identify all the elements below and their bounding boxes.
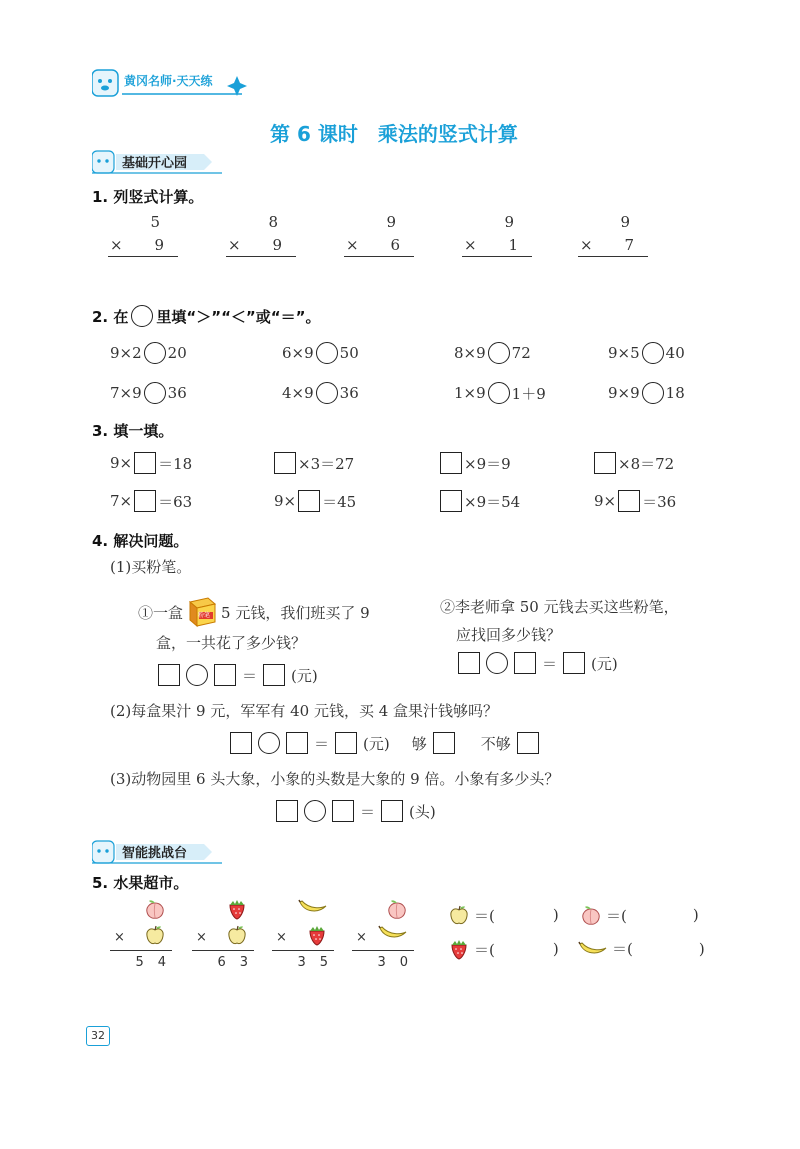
- fruit-calc: [352, 898, 414, 973]
- banana-icon: [578, 940, 608, 958]
- compare-right: 40: [665, 344, 685, 362]
- compare-circle[interactable]: [488, 342, 510, 364]
- q4-p2-answer: [230, 732, 539, 754]
- times-sign: ×: [464, 236, 477, 254]
- unit-label: (元): [363, 734, 390, 753]
- times-sign: ×: [196, 930, 207, 945]
- fill-item: [594, 490, 676, 512]
- fill-suffix: ＝63: [158, 492, 193, 511]
- calc-row: [344, 234, 414, 257]
- equals-sign: ＝: [242, 666, 258, 685]
- fill-suffix: ＝18: [158, 454, 193, 473]
- q5-answer-peach: [580, 904, 699, 926]
- vertical-calc[interactable]: [578, 210, 648, 257]
- vertical-calc[interactable]: [462, 210, 532, 257]
- fill-prefix: 9×: [274, 492, 297, 510]
- compare-item: [454, 382, 546, 404]
- fill-box[interactable]: [274, 452, 296, 474]
- fill-suffix: ×9＝54: [464, 492, 521, 511]
- peach-icon: [144, 898, 166, 924]
- page-number: 32: [86, 1026, 110, 1046]
- q2-label-post: 里填“＞”“＜”或“＝”。: [156, 307, 321, 326]
- compare-left: 1×9: [454, 384, 486, 402]
- answer-box[interactable]: [381, 800, 403, 822]
- section-basic-label: 基础开心园: [122, 156, 188, 171]
- q2-label: [92, 305, 321, 327]
- q4-p3-text: (3)动物园里 6 头大象，小象的头数是大象的 9 倍。小象有多少头？: [110, 770, 560, 788]
- compare-circle[interactable]: [144, 342, 166, 364]
- q4-p1b-answer: [458, 652, 618, 674]
- compare-left: 4×9: [282, 384, 314, 402]
- q4-p1a-answer: [158, 664, 318, 686]
- q4-p1a-post: 5 元钱，我们班买了 9: [221, 603, 370, 622]
- equals-paren: ＝(: [474, 906, 495, 925]
- times-sign: ×: [110, 236, 123, 254]
- q4-label: 4. 解决问题。: [92, 532, 189, 550]
- result-digit: 5: [135, 955, 144, 970]
- q3-label: 3. 填一填。: [92, 422, 174, 440]
- answer-circle[interactable]: [258, 732, 280, 754]
- result-digit: 3: [239, 955, 248, 970]
- apple-icon: [448, 904, 470, 926]
- apple-icon: [226, 924, 248, 950]
- compare-item: [454, 342, 531, 364]
- q4-p1a-line1: [138, 596, 370, 628]
- fill-item: [440, 452, 511, 474]
- answer-box[interactable]: [286, 732, 308, 754]
- strawberry-icon: [226, 898, 248, 924]
- equals-paren: ＝(: [474, 940, 495, 959]
- q2-label-pre: 2. 在: [92, 307, 129, 326]
- fill-item: [110, 452, 192, 474]
- fill-suffix: ＝45: [322, 492, 357, 511]
- fill-suffix: ×3＝27: [298, 454, 355, 473]
- q1-label: 1. 列竖式计算。: [92, 188, 204, 206]
- compare-right: 36: [339, 384, 359, 402]
- times-sign: ×: [228, 236, 241, 254]
- q4-p3-answer: [276, 800, 436, 822]
- q5-answer-banana: [578, 938, 705, 959]
- compare-circle[interactable]: [144, 382, 166, 404]
- times-sign: ×: [356, 930, 367, 945]
- answer-box[interactable]: [214, 664, 236, 686]
- result-digit: 0: [399, 955, 408, 970]
- equals-paren: ＝(: [612, 940, 633, 958]
- close-paren: ): [692, 906, 699, 924]
- fill-suffix: ×9＝9: [464, 454, 511, 473]
- unit-label: (元): [591, 654, 618, 673]
- compare-right: 20: [167, 344, 187, 362]
- calc-top-number: 9: [504, 213, 514, 231]
- fill-item: [274, 490, 356, 512]
- header-brand: 黄冈名师·天天练: [124, 74, 213, 88]
- equals-paren: ＝(: [606, 906, 627, 925]
- peach-icon: [386, 898, 408, 924]
- calc-top-number: 9: [386, 213, 396, 231]
- compare-left: 7×9: [110, 384, 142, 402]
- times-sign: ×: [580, 236, 593, 254]
- calc-row: [226, 234, 296, 257]
- answer-circle[interactable]: [186, 664, 208, 686]
- compare-circle[interactable]: [316, 382, 338, 404]
- result-digit: 6: [217, 955, 226, 970]
- compare-item: [110, 382, 187, 404]
- section-challenge-label: 智能挑战台: [122, 846, 188, 861]
- calc-bottom-number: 7: [624, 236, 634, 254]
- fill-box[interactable]: [618, 490, 640, 512]
- times-sign: ×: [346, 236, 359, 254]
- compare-item: [608, 342, 685, 364]
- vertical-calc[interactable]: [108, 210, 178, 257]
- calc-row: [578, 234, 648, 257]
- close-paren: ): [552, 940, 559, 958]
- page-title: 第 6 课时 乘法的竖式计算: [270, 122, 518, 146]
- calc-bottom-number: 1: [508, 236, 518, 254]
- calc-bottom-number: 9: [272, 236, 282, 254]
- answer-box[interactable]: [563, 652, 585, 674]
- result-digit: 3: [377, 955, 386, 970]
- answer-box[interactable]: [332, 800, 354, 822]
- enough-label: 够: [411, 734, 427, 753]
- fill-item: [110, 490, 192, 512]
- fill-box[interactable]: [134, 452, 156, 474]
- calc-top-number: 8: [268, 213, 278, 231]
- vertical-calc[interactable]: [344, 210, 414, 257]
- compare-circle[interactable]: [316, 342, 338, 364]
- compare-right: 1＋9: [511, 384, 546, 403]
- strawberry-icon: [448, 938, 470, 960]
- q2-label-circle: [131, 305, 153, 327]
- answer-box[interactable]: [263, 664, 285, 686]
- chalk-box-image: [187, 596, 217, 628]
- fill-box[interactable]: [440, 490, 462, 512]
- compare-left: 9×5: [608, 344, 640, 362]
- vertical-calc[interactable]: [226, 210, 296, 257]
- fill-item: [594, 452, 674, 474]
- fill-suffix: ×8＝72: [618, 454, 675, 473]
- close-paren: ): [698, 939, 705, 958]
- answer-box[interactable]: [514, 652, 536, 674]
- q5-answer-apple: [448, 904, 559, 926]
- fill-box[interactable]: [440, 452, 462, 474]
- calc-top-number: 9: [620, 213, 630, 231]
- fill-box[interactable]: [134, 490, 156, 512]
- fill-item: [440, 490, 520, 512]
- compare-right: 18: [665, 384, 685, 402]
- banana-icon: [298, 898, 328, 920]
- answer-box[interactable]: [276, 800, 298, 822]
- fill-suffix: ＝36: [642, 492, 677, 511]
- fruit-calc: [192, 898, 254, 973]
- q4-p1b-line1: ②李老师拿 50 元钱去买这些粉笔，: [440, 598, 679, 616]
- compare-right: 50: [339, 344, 359, 362]
- compare-circle[interactable]: [488, 382, 510, 404]
- answer-circle[interactable]: [304, 800, 326, 822]
- compare-left: 6×9: [282, 344, 314, 362]
- q5-label: 5. 水果超市。: [92, 874, 189, 892]
- unit-label: (头): [409, 802, 436, 821]
- compare-right: 36: [167, 384, 187, 402]
- compare-left: 9×9: [608, 384, 640, 402]
- calc-row: [108, 234, 178, 257]
- q4-p1b-line2: 应找回多少钱？: [456, 626, 562, 644]
- enough-box[interactable]: [433, 732, 455, 754]
- calc-top-number: 5: [150, 213, 160, 231]
- compare-circle[interactable]: [642, 342, 664, 364]
- fruit-calc: [272, 898, 334, 973]
- calc-bottom-number: 6: [390, 236, 400, 254]
- equals-sign: ＝: [542, 654, 558, 673]
- apple-icon: [144, 924, 166, 950]
- compare-item: [608, 382, 685, 404]
- fruit-calc: [110, 898, 172, 973]
- not-enough-label: 不够: [480, 734, 511, 753]
- answer-box[interactable]: [458, 652, 480, 674]
- compare-left: 9×2: [110, 344, 142, 362]
- fill-box[interactable]: [594, 452, 616, 474]
- q4-p1-label: (1)买粉笔。: [110, 558, 192, 576]
- compare-item: [282, 382, 359, 404]
- compare-circle[interactable]: [642, 382, 664, 404]
- times-sign: ×: [276, 930, 287, 945]
- strawberry-icon: [306, 924, 328, 950]
- result-digit: 5: [319, 955, 328, 970]
- fill-prefix: 9×: [594, 492, 617, 510]
- fill-box[interactable]: [298, 490, 320, 512]
- answer-box[interactable]: [335, 732, 357, 754]
- peach-icon: [580, 904, 602, 926]
- calc-row: [462, 234, 532, 257]
- calc-bottom-number: 9: [154, 236, 164, 254]
- unit-label: (元): [291, 666, 318, 685]
- answer-box[interactable]: [230, 732, 252, 754]
- compare-item: [110, 342, 187, 364]
- answer-box[interactable]: [158, 664, 180, 686]
- close-paren: ): [552, 906, 559, 924]
- times-sign: ×: [114, 930, 125, 945]
- fill-prefix: 9×: [110, 454, 133, 472]
- result-digit: 3: [297, 955, 306, 970]
- q5-answer-strawberry: [448, 938, 559, 960]
- equals-sign: ＝: [360, 802, 376, 821]
- equals-sign: ＝: [314, 734, 330, 753]
- q4-p2-text: (2)每盒果汁 9 元，军军有 40 元钱，买 4 盒果汁钱够吗？: [110, 702, 499, 720]
- answer-circle[interactable]: [486, 652, 508, 674]
- compare-right: 72: [511, 344, 531, 362]
- result-digit: 4: [157, 955, 166, 970]
- q4-p1a-line2: 盒，一共花了多少钱？: [156, 634, 307, 652]
- banana-icon: [378, 924, 408, 946]
- chalk-box-label: 粉笔: [198, 612, 211, 619]
- fill-prefix: 7×: [110, 492, 133, 510]
- not-enough-box[interactable]: [517, 732, 539, 754]
- q4-p1a-pre: ①一盒: [138, 603, 184, 622]
- fill-item: [274, 452, 354, 474]
- compare-left: 8×9: [454, 344, 486, 362]
- compare-item: [282, 342, 359, 364]
